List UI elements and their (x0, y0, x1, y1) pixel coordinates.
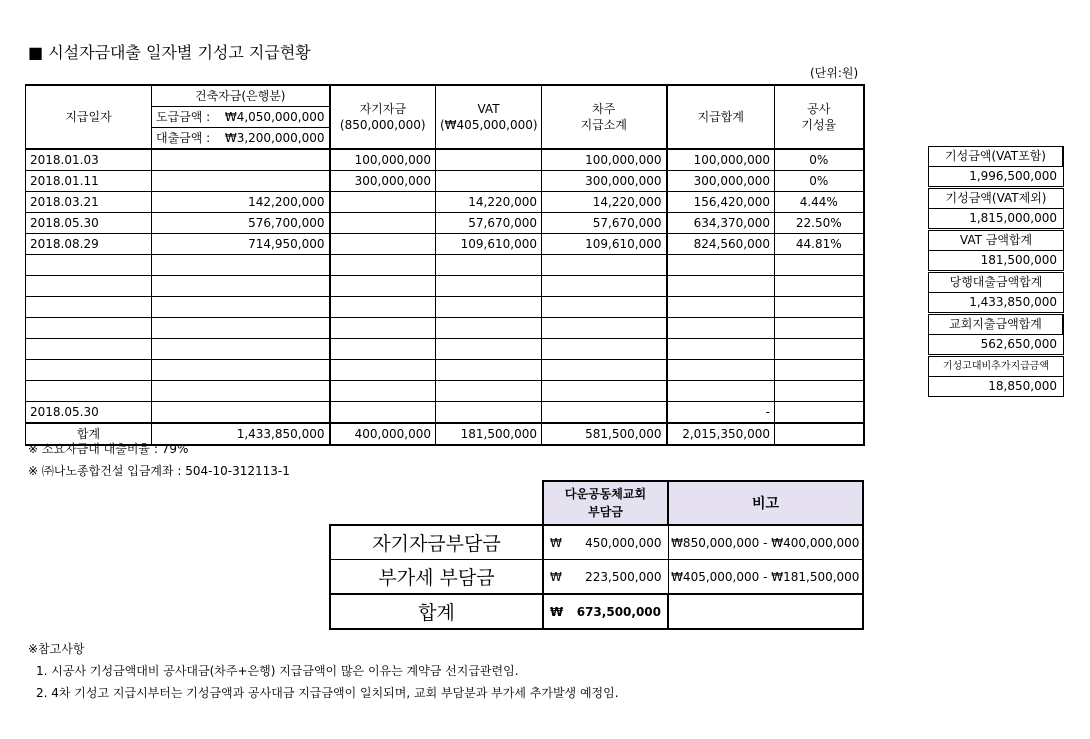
burden-memo: ₩405,000,000 - ₩181,500,000 (668, 560, 863, 595)
own-fund-cell (330, 381, 436, 402)
table-row (26, 213, 864, 234)
vat-cell (436, 381, 542, 402)
summary-label: 기성금액(VAT포함) (928, 146, 1064, 167)
bank-cell: 714,950,000 (152, 234, 330, 255)
rate-cell (775, 360, 864, 381)
burden-table (329, 480, 864, 630)
total-cell (667, 360, 775, 381)
date-cell: 2018.05.30 (26, 402, 152, 424)
owner-cell (542, 318, 667, 339)
header-vat: VAT (₩405,000,000) (436, 85, 542, 149)
table-row (26, 234, 864, 255)
reference-item: 1. 시공사 기성금액대비 공사대금(차주+은행) 지급금액이 많은 이유는 계약금 선지급관련임. (36, 664, 519, 678)
table-row (26, 381, 864, 402)
vat-cell (436, 149, 542, 171)
date-cell (26, 381, 152, 402)
burden-memo: ₩850,000,000 - ₩400,000,000 (668, 525, 863, 560)
owner-cell: 300,000,000 (542, 171, 667, 192)
own-fund-cell: 300,000,000 (330, 171, 436, 192)
vat-cell (436, 339, 542, 360)
burden-amount: 450,000,000 (585, 535, 662, 550)
note-ratio: ※ 소요자금대 대출비율 : 79% (28, 442, 189, 456)
owner-cell (542, 276, 667, 297)
own-fund-cell (330, 192, 436, 213)
summary-label: 교회지출금액합계 (928, 314, 1064, 335)
bank-cell: 142,200,000 (152, 192, 330, 213)
date-cell (26, 276, 152, 297)
header-date: 지급일자 (26, 85, 152, 149)
burden-amount: 223,500,000 (585, 569, 662, 584)
reference-item: 2. 4차 기성고 지급시부터는 기성금액과 공사대금 지급금액이 일치되며, 교회 부담분과 부가세 추가발생 예정임. (36, 686, 619, 700)
summary-item (928, 146, 1064, 187)
summary-value: 562,650,000 (928, 335, 1064, 355)
won-sign: ₩ (550, 535, 562, 550)
own-fund-cell (330, 402, 436, 424)
burden-total-row (330, 594, 863, 629)
summary-label: 기성금액(VAT제외) (928, 188, 1064, 209)
date-cell: 2018.05.30 (26, 213, 152, 234)
total-cell (667, 318, 775, 339)
reference-title: ※참고사항 (28, 642, 85, 656)
own-fund-cell (330, 255, 436, 276)
own-fund-cell (330, 276, 436, 297)
sum-total: 2,015,350,000 (667, 423, 775, 445)
summary-value: 1,996,500,000 (928, 167, 1064, 187)
rate-cell: 0% (775, 149, 864, 171)
bank-cell (152, 381, 330, 402)
summary-label: 기성고대비추가지급금액 (928, 356, 1064, 377)
sum-own: 400,000,000 (330, 423, 436, 445)
contract-amount: 도급금액 : ₩4,050,000,000 (152, 107, 330, 128)
payment-table (25, 84, 865, 446)
rate-cell: 44.81% (775, 234, 864, 255)
owner-cell (542, 360, 667, 381)
total-cell (667, 276, 775, 297)
owner-cell: 14,220,000 (542, 192, 667, 213)
summary-item (928, 314, 1064, 355)
note-account: ※ ㈜나노종합건설 입금계좌 : 504-10-312113-1 (28, 464, 290, 478)
vat-cell: 57,670,000 (436, 213, 542, 234)
vat-cell (436, 276, 542, 297)
owner-cell: 100,000,000 (542, 149, 667, 171)
rate-cell: 0% (775, 171, 864, 192)
bank-cell (152, 255, 330, 276)
summary-label: 당행대출금액합계 (928, 272, 1064, 293)
sum-label: 합계 (26, 423, 152, 445)
bank-cell (152, 297, 330, 318)
header-owner: 차주 지급소계 (542, 85, 667, 149)
bank-cell (152, 276, 330, 297)
burden-memo-header: 비고 (668, 481, 863, 525)
table-row (26, 339, 864, 360)
summary-label: VAT 금액합계 (928, 230, 1064, 251)
vat-cell (436, 297, 542, 318)
vat-cell (436, 402, 542, 424)
burden-row (330, 560, 863, 595)
total-cell (667, 297, 775, 318)
rate-cell (775, 402, 864, 424)
header-construction: 건축자금(은행분) (152, 85, 330, 107)
date-cell (26, 339, 152, 360)
summary-value: 18,850,000 (928, 377, 1064, 397)
date-cell: 2018.01.11 (26, 171, 152, 192)
table-row (26, 149, 864, 171)
sum-rate (775, 423, 864, 445)
rate-cell (775, 276, 864, 297)
burden-total-memo (668, 594, 863, 629)
own-fund-cell (330, 213, 436, 234)
summary-item (928, 188, 1064, 229)
date-cell (26, 297, 152, 318)
burden-row (330, 525, 863, 560)
bank-cell: 576,700,000 (152, 213, 330, 234)
own-fund-cell (330, 360, 436, 381)
summary-item (928, 272, 1064, 313)
bank-cell (152, 360, 330, 381)
summary-item (928, 230, 1064, 271)
total-cell: 156,420,000 (667, 192, 775, 213)
rate-cell: 22.50% (775, 213, 864, 234)
rate-cell (775, 318, 864, 339)
owner-cell (542, 339, 667, 360)
own-fund-cell (330, 297, 436, 318)
summary-item (928, 356, 1064, 397)
header-own-fund: 자기자금 (850,000,000) (330, 85, 436, 149)
total-cell: 100,000,000 (667, 149, 775, 171)
date-cell (26, 255, 152, 276)
burden-label: 부가세 부담금 (330, 560, 543, 595)
vat-cell: 14,220,000 (436, 192, 542, 213)
sum-vat: 181,500,000 (436, 423, 542, 445)
date-cell: 2018.01.03 (26, 149, 152, 171)
header-total: 지급합계 (667, 85, 775, 149)
bank-cell (152, 171, 330, 192)
table-row (26, 171, 864, 192)
vat-cell (436, 360, 542, 381)
bank-cell (152, 402, 330, 424)
total-cell: - (667, 402, 775, 424)
unit-label: (단위:원) (810, 66, 859, 80)
total-cell: 300,000,000 (667, 171, 775, 192)
burden-total-label: 합계 (330, 594, 543, 629)
total-cell (667, 381, 775, 402)
table-row (26, 276, 864, 297)
date-cell: 2018.08.29 (26, 234, 152, 255)
rate-cell (775, 255, 864, 276)
owner-cell (542, 297, 667, 318)
total-cell: 634,370,000 (667, 213, 775, 234)
page-title: ■ 시설자금대출 일자별 기성고 지급현황 (28, 43, 311, 62)
table-row (26, 318, 864, 339)
summary-value: 1,815,000,000 (928, 209, 1064, 229)
rate-cell: 4.44% (775, 192, 864, 213)
vat-cell: 109,610,000 (436, 234, 542, 255)
burden-total-amount: 673,500,000 (576, 604, 661, 619)
burden-label: 자기자금부담금 (330, 525, 543, 560)
table-row (26, 255, 864, 276)
owner-cell (542, 255, 667, 276)
own-fund-cell (330, 234, 436, 255)
header-progress: 공사 기성율 (775, 85, 864, 149)
owner-cell: 57,670,000 (542, 213, 667, 234)
table-row (26, 360, 864, 381)
loan-amount: 대출금액 : ₩3,200,000,000 (152, 128, 330, 150)
date-cell: 2018.03.21 (26, 192, 152, 213)
owner-cell (542, 381, 667, 402)
summary-value: 1,433,850,000 (928, 293, 1064, 313)
sum-bank: 1,433,850,000 (152, 423, 330, 445)
own-fund-cell (330, 339, 436, 360)
won-sign: ₩ (550, 604, 564, 619)
burden-blank (330, 481, 543, 525)
bank-cell (152, 339, 330, 360)
burden-church-header: 다운공동체교회 부담금 (543, 481, 668, 525)
total-cell (667, 339, 775, 360)
date-cell (26, 318, 152, 339)
vat-cell (436, 255, 542, 276)
rate-cell (775, 381, 864, 402)
rate-cell (775, 339, 864, 360)
owner-cell (542, 402, 667, 424)
total-cell (667, 255, 775, 276)
vat-cell (436, 318, 542, 339)
table-row (26, 297, 864, 318)
table-row (26, 192, 864, 213)
own-fund-cell (330, 318, 436, 339)
total-cell: 824,560,000 (667, 234, 775, 255)
table-row (26, 402, 864, 424)
won-sign: ₩ (550, 569, 562, 584)
owner-cell: 109,610,000 (542, 234, 667, 255)
date-cell (26, 360, 152, 381)
rate-cell (775, 297, 864, 318)
vat-cell (436, 171, 542, 192)
sum-owner: 581,500,000 (542, 423, 667, 445)
own-fund-cell: 100,000,000 (330, 149, 436, 171)
bank-cell (152, 149, 330, 171)
summary-value: 181,500,000 (928, 251, 1064, 271)
bank-cell (152, 318, 330, 339)
